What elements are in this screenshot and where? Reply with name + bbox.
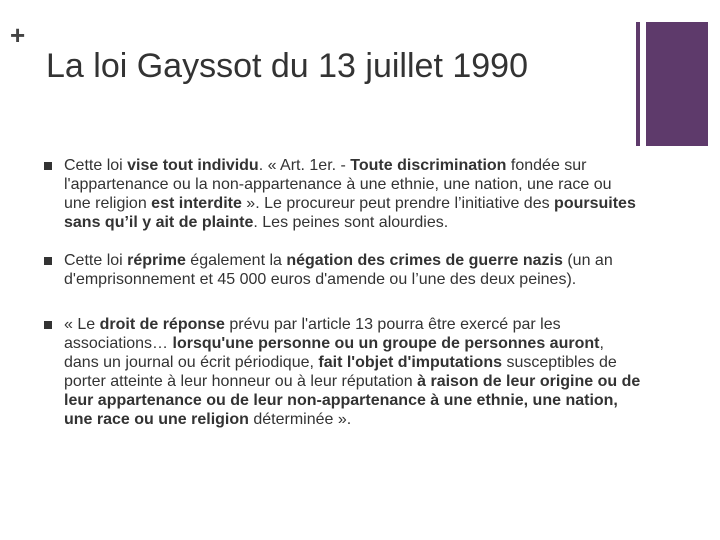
bold-segment: lorsqu'une personne ou un groupe de personnes auront [172, 335, 600, 352]
text-segment: (un an d'emprisonnement et 45 000 euros d'amende ou l’une des deux peines). [64, 252, 613, 288]
bold-segment: vise tout individu [127, 157, 259, 174]
bold-segment: négation des crimes de guerre nazis [286, 252, 563, 269]
bold-segment: droit de réponse [99, 316, 225, 333]
bullet-item-3 [44, 315, 642, 429]
text-segment: Cette loi [64, 157, 128, 174]
accent-line [636, 22, 640, 146]
accent-block [646, 22, 708, 146]
bullet-text-3 [64, 316, 640, 428]
text-segment: déterminée ». [248, 411, 352, 428]
square-bullet-icon [44, 257, 52, 265]
bullet-item-1 [44, 156, 642, 232]
text-segment: . « Art. 1er. - [258, 157, 351, 174]
text-segment: . Les peines sont alourdies. [253, 214, 449, 231]
bold-segment: fait l'objet d'imputations [318, 354, 502, 371]
bullet-text-1 [64, 157, 636, 231]
bullet-list [44, 156, 642, 429]
text-segment: Cette loi [64, 252, 128, 269]
bold-segment: poursuites sans qu’il y ait de plainte [64, 195, 636, 231]
text-segment: prévu par l'article 13 pourra être exercé par les associations… [64, 316, 561, 352]
bold-segment: réprime [127, 252, 186, 269]
bullet-text-2 [64, 252, 613, 288]
bullet-item-2 [44, 251, 642, 289]
bold-segment: Toute discrimination [350, 157, 507, 174]
text-segment: , dans un journal ou écrit périodique, [64, 335, 604, 371]
text-segment: « Le [64, 316, 100, 333]
bold-segment: à raison de leur origine ou de leur appartenance ou de leur non-appartenance à une ethnie, une nation, une race ou une religion [64, 373, 641, 428]
text-segment: ». Le procureur peut prendre l’initiative des [241, 195, 555, 212]
square-bullet-icon [44, 162, 52, 170]
text-segment: fondée sur l'appartenance ou la non-appartenance à une ethnie, une nation, une race ou une religion [64, 157, 612, 212]
plus-icon: + [10, 20, 26, 50]
bold-segment: est interdite [151, 195, 242, 212]
square-bullet-icon [44, 321, 52, 329]
slide-title: La loi Gayssot du 13 juillet 1990 [46, 47, 528, 85]
text-segment: également la [185, 252, 287, 269]
text-segment: susceptibles de porter atteinte à leur honneur ou à leur réputation [64, 354, 617, 390]
